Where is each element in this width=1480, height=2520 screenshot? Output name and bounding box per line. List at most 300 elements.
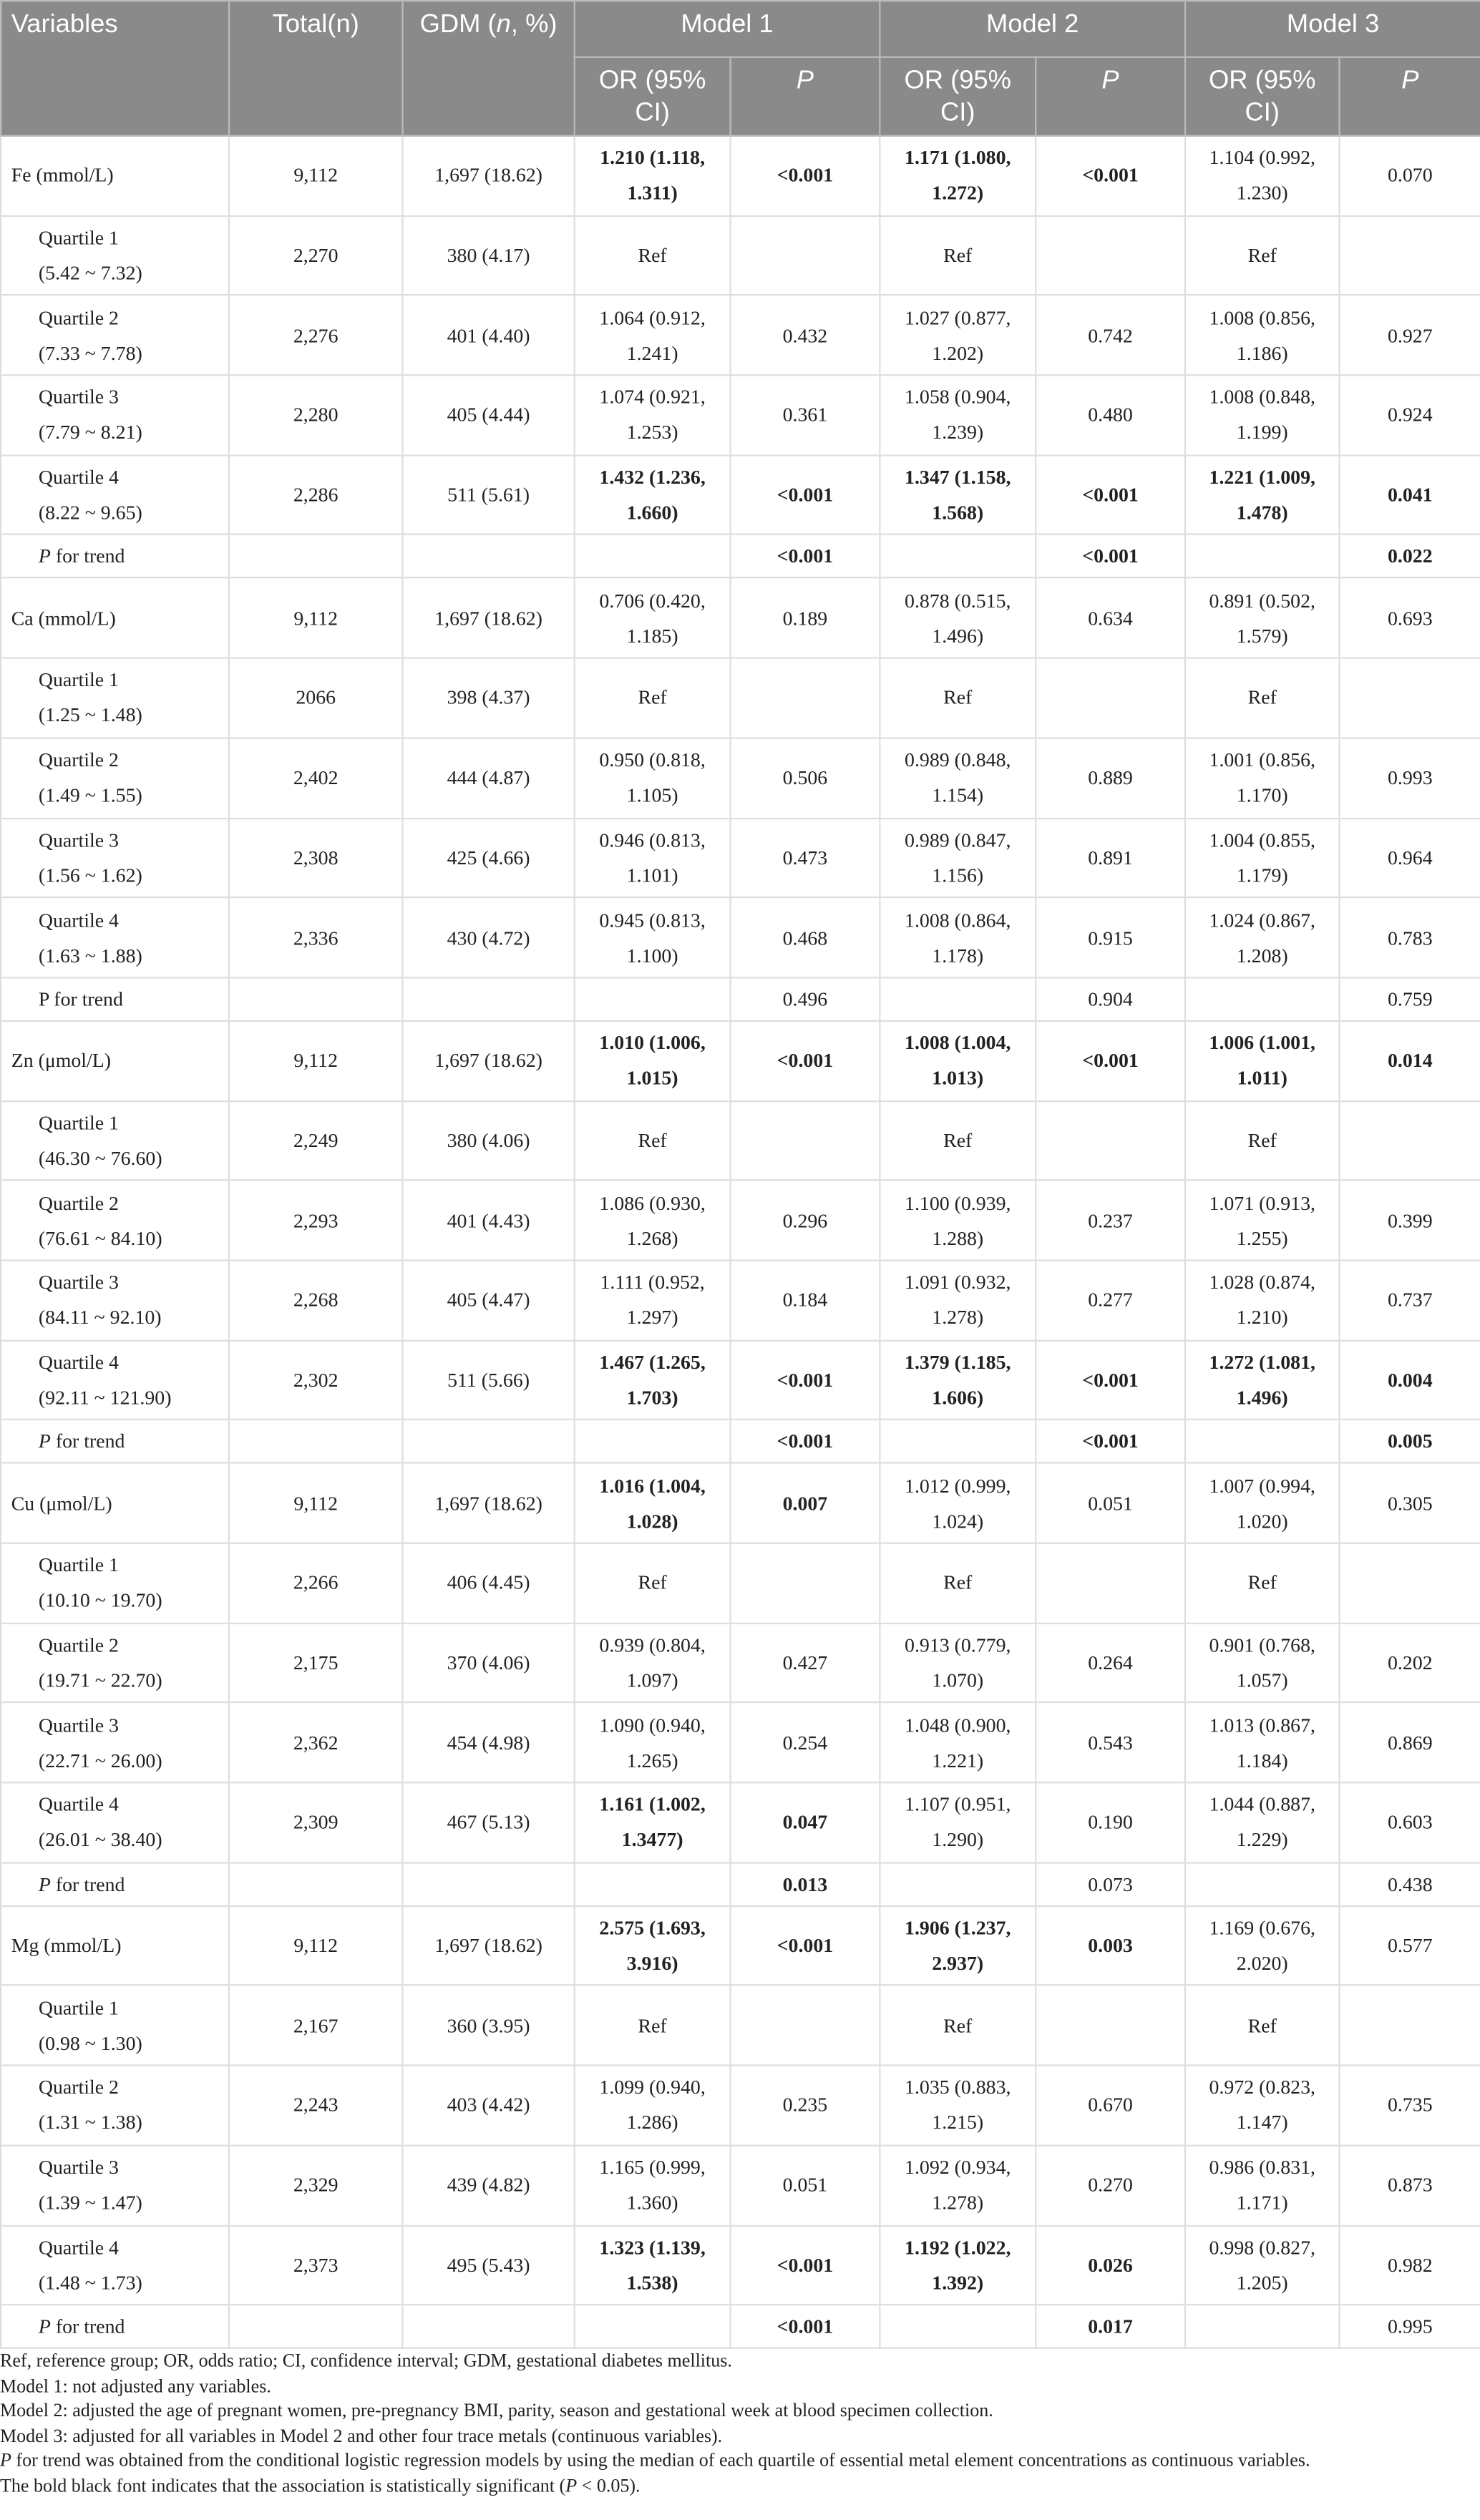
model-3-p-cell: 0.004 <box>1340 1340 1480 1420</box>
p-trend-label-p: P <box>38 545 51 568</box>
total-cell: 9,112 <box>229 1463 403 1543</box>
model-3-or-cell: 1.071 (0.913, 1.255) <box>1185 1181 1340 1261</box>
footnote-model-1: Model 1: not adjusted any variables. <box>0 2375 271 2397</box>
model-2-p-cell: 0.634 <box>1036 578 1185 658</box>
quartile-label: Quartile 4 <box>38 908 119 932</box>
model-1-p-cell <box>731 215 880 296</box>
model-1-or-cell <box>575 1862 731 1906</box>
model-1-or-cell: 1.161 (1.002, 1.3477) <box>575 1782 731 1862</box>
model-2-p-cell: 0.051 <box>1036 1463 1185 1543</box>
model-1-p-cell: 0.007 <box>731 1463 880 1543</box>
total-cell: 2,280 <box>229 375 403 455</box>
model-2-p-cell <box>1036 1543 1185 1623</box>
model-3-p-cell: 0.041 <box>1340 455 1480 535</box>
total-cell: 2,336 <box>229 897 403 977</box>
model-2-or-cell: 1.091 (0.932, 1.278) <box>880 1260 1036 1340</box>
quartile-range: (76.61 ~ 84.10) <box>38 1226 162 1250</box>
model-2-p-cell: 0.742 <box>1036 296 1185 376</box>
model-3-or-cell: 1.044 (0.887, 1.229) <box>1185 1782 1340 1862</box>
model-1-p-cell: <0.001 <box>731 1340 880 1420</box>
model-1-or-cell: 1.323 (1.139, 1.538) <box>575 2225 731 2305</box>
quartile-label-cell <box>1 455 229 535</box>
model-3-p-cell: 0.693 <box>1340 578 1480 658</box>
model-3-p-cell: 0.014 <box>1340 1021 1480 1101</box>
model-1-or-cell: Ref <box>575 215 731 296</box>
model-1-p-cell: 0.051 <box>731 2145 880 2225</box>
model-3-or-cell: 1.221 (1.009, 1.478) <box>1185 455 1340 535</box>
gdm-cell: 1,697 (18.62) <box>402 1021 574 1101</box>
quartile-label-cell <box>1 215 229 296</box>
model-1-or-cell: Ref <box>575 1100 731 1181</box>
model-3-or-cell: 1.006 (1.001, 1.011) <box>1185 1021 1340 1101</box>
quartile-range: (22.71 ~ 26.00) <box>38 1749 162 1772</box>
table-row-quartile <box>1 658 1480 738</box>
footnote-p-trend: P for trend was obtained from the conditional logistic regression models by using the median of each quartile of essential metal element concentrations as continuous variables. <box>0 2451 1310 2472</box>
model-1-p-cell: 0.427 <box>731 1623 880 1703</box>
model-1-or-cell: 0.706 (0.420, 1.185) <box>575 578 731 658</box>
model-2-or-cell: 1.107 (0.951, 1.290) <box>880 1782 1036 1862</box>
model-1-p-trend-cell: <0.001 <box>731 2305 880 2348</box>
model-3-p-cell: 0.737 <box>1340 1260 1480 1340</box>
model-2-or-cell: 1.027 (0.877, 1.202) <box>880 296 1036 376</box>
table-row-quartile <box>1 296 1480 376</box>
model-2-p-cell: 0.480 <box>1036 375 1185 455</box>
model-2-p-trend-cell: 0.904 <box>1036 977 1185 1021</box>
model-3-or-cell: 1.272 (1.081, 1.496) <box>1185 1340 1340 1420</box>
model-2-or-cell <box>880 1862 1036 1906</box>
total-cell: 2,373 <box>229 2225 403 2305</box>
model-3-or-cell: Ref <box>1185 1100 1340 1181</box>
table-header <box>1 1 1480 136</box>
model-1-p-cell: <0.001 <box>731 136 880 216</box>
total-cell: 2,402 <box>229 738 403 818</box>
model-3-or-cell: 1.028 (0.874, 1.210) <box>1185 1260 1340 1340</box>
header-model-3: Model 3 <box>1185 1 1480 57</box>
model-1-or-cell: Ref <box>575 1986 731 2066</box>
quartile-label: Quartile 4 <box>38 466 119 489</box>
gdm-cell: 360 (3.95) <box>402 1986 574 2066</box>
total-cell <box>229 1420 403 1464</box>
model-1-p-cell: 0.047 <box>731 1782 880 1862</box>
model-3-p-cell: 0.399 <box>1340 1181 1480 1261</box>
model-2-p-trend-cell: 0.017 <box>1036 2305 1185 2348</box>
header-m3-or-ci: OR (95% CI) <box>1185 57 1340 136</box>
gdm-cell: 444 (4.87) <box>402 738 574 818</box>
table-row-quartile <box>1 2066 1480 2146</box>
p-trend-label-text: for trend <box>50 2315 125 2338</box>
model-3-or-cell: 1.013 (0.867, 1.184) <box>1185 1703 1340 1783</box>
model-1-p-cell: 0.254 <box>731 1703 880 1783</box>
footnote-model-3: Model 3: adjusted for all variables in Model 2 and other four trace metals (continuous variables). <box>0 2426 723 2447</box>
model-2-or-cell: Ref <box>880 215 1036 296</box>
model-3-or-cell <box>1185 535 1340 579</box>
quartile-label-cell <box>1 658 229 738</box>
gdm-cell: 405 (4.44) <box>402 375 574 455</box>
quartile-label-cell <box>1 818 229 898</box>
quartile-range: (46.30 ~ 76.60) <box>38 1147 162 1170</box>
model-1-or-cell: 1.016 (1.004, 1.028) <box>575 1463 731 1543</box>
quartile-label: Quartile 3 <box>38 2156 119 2179</box>
model-3-p-cell: 0.869 <box>1340 1703 1480 1783</box>
table-row-quartile <box>1 1986 1480 2066</box>
model-3-or-cell: Ref <box>1185 215 1340 296</box>
gdm-cell: 406 (4.45) <box>402 1543 574 1623</box>
quartile-range: (0.98 ~ 1.30) <box>38 2031 142 2055</box>
model-1-or-cell: 1.090 (0.940, 1.265) <box>575 1703 731 1783</box>
model-2-p-cell: <0.001 <box>1036 136 1185 216</box>
model-1-p-cell: 0.361 <box>731 375 880 455</box>
gdm-cell: 425 (4.66) <box>402 818 574 898</box>
model-3-or-cell: 1.104 (0.992, 1.230) <box>1185 136 1340 216</box>
table-row-p-trend <box>1 977 1480 1021</box>
gdm-cell: 401 (4.43) <box>402 1181 574 1261</box>
model-3-p-cell: 0.603 <box>1340 1782 1480 1862</box>
table-row-quartile <box>1 1100 1480 1181</box>
gdm-cell <box>402 535 574 579</box>
quartile-label-cell <box>1 2225 229 2305</box>
model-2-or-cell: Ref <box>880 1100 1036 1181</box>
p-trend-label-p: P <box>38 2315 51 2338</box>
model-3-p-trend-cell: 0.995 <box>1340 2305 1480 2348</box>
gdm-cell: 1,697 (18.62) <box>402 578 574 658</box>
model-2-p-cell <box>1036 1986 1185 2066</box>
total-cell: 2,329 <box>229 2145 403 2225</box>
table-row-p-trend <box>1 2305 1480 2348</box>
model-3-or-cell: Ref <box>1185 658 1340 738</box>
footnote-model-2: Model 2: adjusted the age of pregnant women, pre-pregnancy BMI, parity, season and gestational week at blood specimen collection. <box>0 2401 993 2422</box>
table-row-quartile <box>1 215 1480 296</box>
header-total: Total(n) <box>229 1 403 136</box>
total-cell <box>229 1862 403 1906</box>
quartile-label-cell <box>1 2066 229 2146</box>
model-2-p-cell: 0.543 <box>1036 1703 1185 1783</box>
quartile-label-cell <box>1 1623 229 1703</box>
model-3-or-cell: 1.007 (0.994, 1.020) <box>1185 1463 1340 1543</box>
model-2-p-cell: 0.270 <box>1036 2145 1185 2225</box>
model-2-or-cell: 1.092 (0.934, 1.278) <box>880 2145 1036 2225</box>
model-1-p-trend-cell: <0.001 <box>731 535 880 579</box>
model-2-p-cell: <0.001 <box>1036 455 1185 535</box>
total-cell: 9,112 <box>229 578 403 658</box>
quartile-label-cell <box>1 738 229 818</box>
quartile-range: (1.25 ~ 1.48) <box>38 704 142 727</box>
model-2-or-cell: 1.100 (0.939, 1.288) <box>880 1181 1036 1261</box>
model-3-or-cell <box>1185 1420 1340 1464</box>
model-2-or-cell: 1.192 (1.022, 1.392) <box>880 2225 1036 2305</box>
p-trend-label-cell <box>1 535 229 579</box>
model-2-p-cell: <0.001 <box>1036 1021 1185 1101</box>
total-cell: 2,249 <box>229 1100 403 1181</box>
model-2-p-cell: 0.889 <box>1036 738 1185 818</box>
model-3-p-cell <box>1340 1986 1480 2066</box>
header-m1-p: P <box>731 57 880 136</box>
model-2-or-cell <box>880 2305 1036 2348</box>
table-row-quartile <box>1 738 1480 818</box>
model-3-or-cell: 0.986 (0.831, 1.171) <box>1185 2145 1340 2225</box>
model-2-or-cell: 1.379 (1.185, 1.606) <box>880 1340 1036 1420</box>
quartile-label-cell <box>1 1181 229 1261</box>
model-2-or-cell: 1.008 (1.004, 1.013) <box>880 1021 1036 1101</box>
header-model-1: Model 1 <box>575 1 880 57</box>
model-1-or-cell: 1.086 (0.930, 1.268) <box>575 1181 731 1261</box>
model-1-or-cell: 0.939 (0.804, 1.097) <box>575 1623 731 1703</box>
gdm-cell: 405 (4.47) <box>402 1260 574 1340</box>
model-3-or-cell <box>1185 1862 1340 1906</box>
model-3-p-cell: 0.924 <box>1340 375 1480 455</box>
header-m2-or-ci: OR (95% CI) <box>880 57 1036 136</box>
total-cell: 2,308 <box>229 818 403 898</box>
gdm-cell: 401 (4.40) <box>402 296 574 376</box>
p-trend-label-cell <box>1 977 229 1021</box>
model-3-p-cell: 0.927 <box>1340 296 1480 376</box>
model-2-or-cell: 0.989 (0.848, 1.154) <box>880 738 1036 818</box>
total-cell <box>229 2305 403 2348</box>
quartile-label-cell <box>1 1260 229 1340</box>
table-row-quartile <box>1 1181 1480 1261</box>
model-2-or-cell: 1.048 (0.900, 1.221) <box>880 1703 1036 1783</box>
gdm-cell: 1,697 (18.62) <box>402 136 574 216</box>
model-2-or-cell <box>880 977 1036 1021</box>
gdm-cell: 380 (4.06) <box>402 1100 574 1181</box>
quartile-label-cell <box>1 375 229 455</box>
table-row-quartile <box>1 1543 1480 1623</box>
table-footnotes <box>0 2349 1480 2499</box>
model-1-or-cell: 1.165 (0.999, 1.360) <box>575 2145 731 2225</box>
quartile-range: (7.79 ~ 8.21) <box>38 421 142 444</box>
quartile-label: Quartile 2 <box>38 1633 119 1657</box>
table-body <box>1 136 1480 2348</box>
quartile-label-cell <box>1 1543 229 1623</box>
table-row-p-trend <box>1 1862 1480 1906</box>
model-1-or-cell: 2.575 (1.693, 3.916) <box>575 1906 731 1986</box>
total-cell: 2,293 <box>229 1181 403 1261</box>
total-cell: 9,112 <box>229 1906 403 1986</box>
quartile-label-cell <box>1 897 229 977</box>
model-3-p-trend-cell: 0.438 <box>1340 1862 1480 1906</box>
p-trend-label-text: for trend <box>50 1872 125 1896</box>
model-1-p-cell <box>731 658 880 738</box>
model-1-p-cell <box>731 1100 880 1181</box>
model-3-or-cell: 1.008 (0.848, 1.199) <box>1185 375 1340 455</box>
table-row-element <box>1 1906 1480 1986</box>
table-row-element <box>1 578 1480 658</box>
model-1-or-cell: 1.074 (0.921, 1.253) <box>575 375 731 455</box>
gdm-cell: 511 (5.66) <box>402 1340 574 1420</box>
p-trend-label-text: for trend <box>50 1430 125 1453</box>
total-cell: 9,112 <box>229 136 403 216</box>
model-3-p-cell: 0.070 <box>1340 136 1480 216</box>
model-2-p-cell: <0.001 <box>1036 1340 1185 1420</box>
model-1-p-trend-cell: 0.496 <box>731 977 880 1021</box>
element-name-cell: Cu (μmol/L) <box>1 1463 229 1543</box>
footnote-bold-meaning: The bold black font indicates that the association is statistically significant (P < 0.05). <box>0 2476 641 2497</box>
model-2-or-cell: 1.171 (1.080, 1.272) <box>880 136 1036 216</box>
p-trend-label-p: P <box>38 1872 51 1896</box>
table-row-quartile <box>1 1623 1480 1703</box>
quartile-label-cell <box>1 1703 229 1783</box>
table-row-p-trend <box>1 535 1480 579</box>
p-trend-label-p: P <box>38 987 49 1011</box>
total-cell <box>229 535 403 579</box>
gdm-cell: 511 (5.61) <box>402 455 574 535</box>
model-2-p-cell: 0.237 <box>1036 1181 1185 1261</box>
model-3-p-cell <box>1340 215 1480 296</box>
table-row-element <box>1 1463 1480 1543</box>
model-3-p-cell: 0.873 <box>1340 2145 1480 2225</box>
p-trend-label-cell <box>1 1862 229 1906</box>
model-2-or-cell: 0.989 (0.847, 1.156) <box>880 818 1036 898</box>
quartile-range: (8.22 ~ 9.65) <box>38 501 142 524</box>
model-3-or-cell: 1.008 (0.856, 1.186) <box>1185 296 1340 376</box>
quartile-label-cell <box>1 1100 229 1181</box>
gdm-cell: 1,697 (18.62) <box>402 1906 574 1986</box>
model-3-p-trend-cell: 0.759 <box>1340 977 1480 1021</box>
quartile-label-cell <box>1 2145 229 2225</box>
model-3-or-cell: 0.901 (0.768, 1.057) <box>1185 1623 1340 1703</box>
element-name-cell: Mg (mmol/L) <box>1 1906 229 1986</box>
table-row-element <box>1 136 1480 216</box>
header-m1-or-ci: OR (95% CI) <box>575 57 731 136</box>
model-1-or-cell: 1.064 (0.912, 1.241) <box>575 296 731 376</box>
gdm-cell: 380 (4.17) <box>402 215 574 296</box>
gdm-cell: 403 (4.42) <box>402 2066 574 2146</box>
gdm-cell <box>402 1420 574 1464</box>
model-3-or-cell: 1.024 (0.867, 1.208) <box>1185 897 1340 977</box>
gdm-cell: 467 (5.13) <box>402 1782 574 1862</box>
model-3-p-cell: 0.783 <box>1340 897 1480 977</box>
quartile-range: (7.33 ~ 7.78) <box>38 341 142 365</box>
model-1-or-cell: 1.111 (0.952, 1.297) <box>575 1260 731 1340</box>
total-cell <box>229 977 403 1021</box>
model-2-p-trend-cell: <0.001 <box>1036 1420 1185 1464</box>
model-3-or-cell: 1.004 (0.855, 1.179) <box>1185 818 1340 898</box>
model-1-p-cell: <0.001 <box>731 1906 880 1986</box>
gdm-cell: 370 (4.06) <box>402 1623 574 1703</box>
model-3-p-cell: 0.735 <box>1340 2066 1480 2146</box>
gdm-cell: 454 (4.98) <box>402 1703 574 1783</box>
quartile-label: Quartile 1 <box>38 669 119 692</box>
total-cell: 2,286 <box>229 455 403 535</box>
footnote-abbreviations: Ref, reference group; OR, odds ratio; CI, confidence interval; GDM, gestational diabetes mellitus. <box>0 2350 732 2372</box>
model-2-p-cell <box>1036 215 1185 296</box>
quartile-label: Quartile 4 <box>38 2236 119 2259</box>
table-row-quartile <box>1 1703 1480 1783</box>
gdm-cell <box>402 2305 574 2348</box>
table-row-element <box>1 1021 1480 1101</box>
quartile-label: Quartile 4 <box>38 1793 119 1817</box>
model-1-p-cell: 0.189 <box>731 578 880 658</box>
model-3-or-cell <box>1185 977 1340 1021</box>
model-1-or-cell: 1.210 (1.118, 1.311) <box>575 136 731 216</box>
model-2-p-trend-cell: 0.073 <box>1036 1862 1185 1906</box>
total-cell: 2,362 <box>229 1703 403 1783</box>
table-row-quartile <box>1 2145 1480 2225</box>
model-3-or-cell: Ref <box>1185 1986 1340 2066</box>
model-1-or-cell <box>575 2305 731 2348</box>
model-1-p-cell <box>731 1543 880 1623</box>
table-row-p-trend <box>1 1420 1480 1464</box>
model-3-or-cell: 1.169 (0.676, 2.020) <box>1185 1906 1340 1986</box>
model-3-or-cell: 0.891 (0.502, 1.579) <box>1185 578 1340 658</box>
gdm-cell: 495 (5.43) <box>402 2225 574 2305</box>
model-2-p-cell <box>1036 1100 1185 1181</box>
quartile-label: Quartile 2 <box>38 306 119 329</box>
model-1-or-cell: 0.946 (0.813, 1.101) <box>575 818 731 898</box>
gdm-cell: 439 (4.82) <box>402 2145 574 2225</box>
model-2-or-cell: 0.878 (0.515, 1.496) <box>880 578 1036 658</box>
table-row-quartile <box>1 818 1480 898</box>
model-1-or-cell: 0.950 (0.818, 1.105) <box>575 738 731 818</box>
quartile-range: (1.39 ~ 1.47) <box>38 2192 142 2214</box>
p-trend-label-p: P <box>38 1430 51 1453</box>
model-1-p-cell: 0.235 <box>731 2066 880 2146</box>
model-2-p-cell: 0.915 <box>1036 897 1185 977</box>
table-row-quartile <box>1 455 1480 535</box>
p-trend-label-text: for trend <box>49 987 123 1011</box>
model-3-p-cell <box>1340 1100 1480 1181</box>
gdm-cell <box>402 1862 574 1906</box>
model-2-p-cell: 0.670 <box>1036 2066 1185 2146</box>
element-name-cell: Fe (mmol/L) <box>1 136 229 216</box>
model-1-or-cell: Ref <box>575 658 731 738</box>
header-m3-p: P <box>1340 57 1480 136</box>
model-1-or-cell: 1.010 (1.006, 1.015) <box>575 1021 731 1101</box>
model-2-or-cell: 0.913 (0.779, 1.070) <box>880 1623 1036 1703</box>
p-trend-label-text: for trend <box>50 545 125 568</box>
quartile-label: Quartile 2 <box>38 2076 119 2099</box>
model-2-or-cell <box>880 535 1036 579</box>
model-3-p-cell: 0.993 <box>1340 738 1480 818</box>
table-row-quartile <box>1 1340 1480 1420</box>
model-1-p-trend-cell: <0.001 <box>731 1420 880 1464</box>
model-1-or-cell: 1.467 (1.265, 1.703) <box>575 1340 731 1420</box>
model-2-p-cell: 0.003 <box>1036 1906 1185 1986</box>
quartile-label-cell <box>1 1340 229 1420</box>
model-2-or-cell <box>880 1420 1036 1464</box>
model-1-or-cell <box>575 535 731 579</box>
model-3-or-cell <box>1185 2305 1340 2348</box>
model-1-or-cell: Ref <box>575 1543 731 1623</box>
model-1-or-cell: 1.099 (0.940, 1.286) <box>575 2066 731 2146</box>
total-cell: 2,309 <box>229 1782 403 1862</box>
quartile-label-cell <box>1 1986 229 2066</box>
table-row-quartile <box>1 2225 1480 2305</box>
model-2-or-cell: 1.012 (0.999, 1.024) <box>880 1463 1036 1543</box>
quartile-label-cell <box>1 1782 229 1862</box>
table-row-quartile <box>1 1782 1480 1862</box>
total-cell: 2,175 <box>229 1623 403 1703</box>
model-2-or-cell: 1.035 (0.883, 1.215) <box>880 2066 1036 2146</box>
model-3-p-cell: 0.202 <box>1340 1623 1480 1703</box>
quartile-range: (1.49 ~ 1.55) <box>38 784 142 807</box>
header-m2-p: P <box>1036 57 1185 136</box>
model-2-p-cell <box>1036 658 1185 738</box>
model-1-or-cell <box>575 977 731 1021</box>
quartile-label: Quartile 2 <box>38 748 119 772</box>
model-2-p-cell: 0.026 <box>1036 2225 1185 2305</box>
model-2-p-cell: 0.891 <box>1036 818 1185 898</box>
table-row-quartile <box>1 1260 1480 1340</box>
total-cell: 2,276 <box>229 296 403 376</box>
quartile-label-cell <box>1 296 229 376</box>
quartile-label: Quartile 3 <box>38 829 119 851</box>
model-1-or-cell <box>575 1420 731 1464</box>
quartile-range: (26.01 ~ 38.40) <box>38 1829 162 1852</box>
quartile-label: Quartile 1 <box>38 1554 119 1577</box>
element-name-cell: Ca (mmol/L) <box>1 578 229 658</box>
table-row-quartile <box>1 375 1480 455</box>
quartile-range: (10.10 ~ 19.70) <box>38 1589 162 1612</box>
